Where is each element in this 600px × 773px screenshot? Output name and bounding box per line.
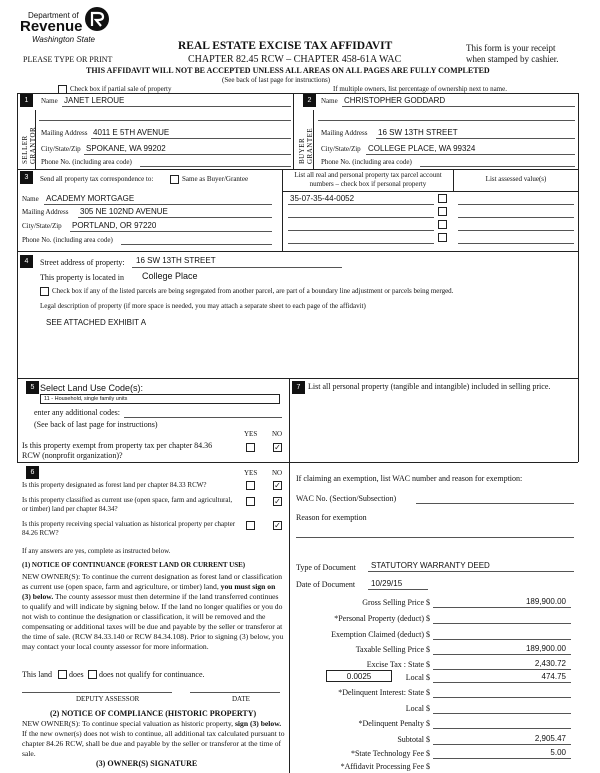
notice1-p1: NEW OWNER(S): To continue the current designation as forest land or classification as current use (open space, farm and agriculture, or timber) land, [22, 572, 283, 591]
buyer-mailing-value[interactable]: 16 SW 13TH STREET [378, 128, 458, 137]
delinquent-interest-label: *Delinquent Interest: State [338, 688, 424, 697]
excise-local-label: Local [405, 673, 424, 682]
section-6-badge: 6 [26, 466, 39, 479]
street-address-value[interactable]: 16 SW 13TH STREET [136, 256, 216, 265]
dollar-sign: $ [426, 749, 430, 758]
located-in-label: This property is located in [40, 273, 124, 282]
exempt-yes-checkbox[interactable] [246, 443, 255, 452]
buyer-city-label: City/State/Zip [321, 145, 361, 153]
assessed-header: List assessed value(s) [485, 175, 547, 183]
seller-city-label: City/State/Zip [41, 145, 81, 153]
corr-name-label: Name [22, 195, 39, 203]
buyer-name-value[interactable]: CHRISTOPHER GODDARD [344, 96, 446, 105]
forest-yes-checkbox[interactable] [246, 481, 255, 490]
does-not-label: does not qualify for continuance. [99, 670, 205, 679]
yes-header-5: YES [244, 430, 258, 438]
gross-price-value[interactable]: 189,900.00 [525, 597, 566, 606]
if-yes-instruction: If any answers are yes, complete as instructed below. [22, 547, 171, 555]
street-address-label: Street address of property: [40, 258, 125, 267]
notice1-title: (1) NOTICE OF CONTINUANCE (FOREST LAND OR CURRENT USE) [22, 561, 246, 569]
local-rate-box[interactable] [326, 670, 392, 682]
legal-description-label: Legal description of property (if more space is needed, you may attach a separate sheet to each page of the affidavit) [40, 302, 366, 310]
dollar-sign: $ [426, 645, 430, 654]
dor-logo-icon [84, 6, 110, 32]
land-use-code-value: 11 - Household, single family units [44, 396, 128, 402]
does-not-checkbox[interactable] [88, 670, 97, 679]
this-land-label: This land [22, 670, 52, 679]
dept-name-text: Revenue [20, 18, 83, 35]
buyer-name-label: Name [321, 97, 338, 105]
no-header-5: NO [272, 430, 283, 438]
owner-signature-title: (3) OWNER(S) SIGNATURE [96, 759, 198, 768]
notice2-p2: If the new owner(s) does not wish to continue, all additional tax calculated pursuant to chapter 84.26 RCW, shall be due and payable by the seller or transferor at the time of sale. [22, 729, 285, 758]
sec12-bottom-border [17, 169, 578, 170]
doc-date-label: Date of Document [296, 580, 356, 589]
notice1-p2: The county assessor must then determine if the land transferred continues to qualify and will indicate by signing below. If the land no longer qualifies or you do not wish to continue the designation or classification, it will be removed and the compensating or additional taxes will be due and payable by the seller or transferor at the time of sale. (RCW 84.33.140 or RCW 84.34.108). Prior to signing (3) below, you may contact your local county assessor for more information. [22, 592, 284, 651]
exempt-question: Is this property exempt from property tax per chapter 84.36 RCW (nonprofit organization)? [22, 441, 213, 460]
seller-mailing-value[interactable]: 4011 E 5TH AVENUE [93, 128, 170, 137]
current-use-question: Is this property classified as current use (open space, farm and agricultural, or timber) land per chapter 84.34? [22, 496, 233, 513]
dollar-sign: $ [426, 735, 430, 744]
no-header-6: NO [272, 469, 283, 477]
dept-state-text: Washington State [32, 35, 96, 44]
partial-sale-label: Check box if partial sale of property [70, 85, 172, 93]
forest-land-question: Is this property designated as forest land per chapter 84.33 RCW? [22, 481, 207, 489]
dept-top-text: Department of [28, 11, 79, 20]
notice1-bold: you must sign on (3) below. [22, 582, 276, 601]
deputy-assessor-label: DEPUTY ASSESSOR [76, 695, 140, 703]
sec12-left-border [17, 93, 18, 169]
excise-local-value[interactable]: 474.75 [541, 672, 566, 681]
dollar-sign: $ [426, 762, 430, 771]
send-correspondence-label: Send all property tax correspondence to: [40, 175, 154, 183]
excise-state-value[interactable]: 2,430.72 [534, 659, 566, 668]
date-label: DATE [232, 695, 250, 703]
current-use-no-checkbox[interactable]: ✓ [274, 497, 281, 506]
seller-side-label: SELLER GRANTOR [21, 126, 37, 164]
does-checkbox[interactable] [58, 670, 67, 679]
dollar-sign: $ [426, 614, 430, 623]
segregated-label: Check box if any of the listed parcels are being segregated from another parcel, are part of a boundary line adjustment or parcels being merged. [52, 287, 454, 295]
does-label: does [69, 670, 84, 679]
dollar-sign: $ [426, 688, 430, 697]
corr-city-value[interactable]: PORTLAND, OR 97220 [72, 221, 157, 230]
sec12-divider [293, 93, 294, 169]
section-2-badge: 2 [303, 94, 316, 107]
yes-header-6: YES [244, 469, 258, 477]
dollar-sign: $ [426, 704, 430, 713]
doc-type-value[interactable]: STATUTORY WARRANTY DEED [371, 561, 490, 570]
historical-question: Is this property receiving special valuation as historical property per chapter 84.26 RCW? [22, 520, 236, 537]
taxable-price-label: Taxable Selling Price [355, 645, 424, 654]
dollar-sign: $ [426, 673, 430, 682]
gross-price-label: Gross Selling Price [362, 598, 424, 607]
additional-codes-label: enter any additional codes: [34, 408, 120, 417]
delinquent-penalty-label: *Delinquent Penalty [358, 719, 424, 728]
notice2-body [22, 719, 286, 759]
historical-yes-checkbox[interactable] [246, 521, 255, 530]
buyer-side-label: BUYER GRANTEE [298, 127, 314, 164]
seller-name-label: Name [41, 97, 58, 105]
doc-type-label: Type of Document [296, 563, 356, 572]
section-4-badge: 4 [20, 255, 33, 268]
seller-mailing-label: Mailing Address [41, 129, 88, 137]
section-1-badge: 1 [20, 94, 33, 107]
wac-label: WAC No. (Section/Subsection) [296, 494, 397, 503]
form-see-back: (See back of last page for instructions) [222, 76, 331, 84]
affidavit-fee-label: *Affidavit Processing Fee [340, 762, 424, 771]
personal-property-label: List all personal property (tangible and intangible) included in selling price. [308, 382, 551, 391]
subtotal-label: Subtotal [397, 735, 424, 744]
dor-logo [20, 6, 120, 50]
personal-property-deduct-label: *Personal Property (deduct) [334, 614, 424, 623]
corr-mailing-value[interactable]: 305 NE 102ND AVENUE [80, 207, 168, 216]
multiple-owners-label: If multiple owners, list percentage of ownership next to name. [333, 85, 507, 93]
dollar-sign: $ [426, 630, 430, 639]
notice1-body [22, 572, 286, 652]
current-use-yes-checkbox[interactable] [246, 497, 255, 506]
tech-fee-value[interactable]: 5.00 [550, 748, 566, 757]
historical-no-checkbox[interactable]: ✓ [274, 521, 281, 530]
dollar-sign: $ [426, 660, 430, 669]
personal-property-checkbox-1[interactable] [438, 194, 447, 203]
land-use-code-select[interactable] [40, 394, 280, 404]
form-chapter: CHAPTER 82.45 RCW – CHAPTER 458-61A WAC [188, 54, 402, 65]
sec3-bottom-border [17, 251, 578, 252]
form-warning: THIS AFFIDAVIT WILL NOT BE ACCEPTED UNLESS ALL AREAS ON ALL PAGES ARE FULLY COMPLETED [86, 66, 490, 75]
corr-name-value[interactable]: ACADEMY MORTGAGE [46, 194, 135, 203]
sec4-bottom-border [17, 378, 578, 379]
seller-city-value[interactable]: SPOKANE, WA 99202 [86, 144, 166, 153]
corr-city-label: City/State/Zip [22, 222, 62, 230]
buyer-mailing-label: Mailing Address [321, 129, 368, 137]
parcel-number-1[interactable]: 35-07-35-44-0052 [290, 194, 355, 203]
notice2-p1: NEW OWNER(S): To continue special valuation as historic property, [22, 719, 234, 728]
tech-fee-label: *State Technology Fee [350, 749, 424, 758]
exemption-claimed-label: Exemption Claimed (deduct) [331, 630, 424, 639]
corr-phone-label: Phone No. (including area code) [22, 236, 113, 244]
personal-property-checkbox-2[interactable] [438, 207, 447, 216]
seller-phone-label: Phone No. (including area code) [41, 158, 132, 166]
forest-no-checkbox[interactable]: ✓ [274, 481, 281, 490]
buyer-phone-label: Phone No. (including area code) [321, 158, 412, 166]
corr-mailing-label: Mailing Address [22, 208, 69, 216]
reason-label: Reason for exemption [296, 513, 367, 522]
section-3-badge: 3 [20, 171, 33, 184]
dollar-sign: $ [426, 719, 430, 728]
same-as-buyer-checkbox[interactable] [170, 175, 179, 184]
excise-state-label: Excise Tax : State [366, 660, 424, 669]
section-7-badge: 7 [292, 381, 305, 394]
same-as-buyer-label: Same as Buyer/Grantee [182, 175, 249, 183]
form-title: REAL ESTATE EXCISE TAX AFFIDAVIT [178, 40, 393, 52]
exempt-no-checkbox[interactable]: ✓ [274, 443, 281, 452]
notice2-title: (2) NOTICE OF COMPLIANCE (HISTORIC PROPERTY) [50, 709, 257, 718]
segregated-checkbox[interactable] [40, 287, 49, 296]
located-in-value[interactable]: College Place [142, 271, 198, 281]
notice2-bold: sign (3) below. [234, 719, 282, 728]
parcel-header: List all real and personal property tax parcel account numbers – check box if personal property [294, 171, 442, 188]
please-type-text: PLEASE TYPE OR PRINT [23, 55, 113, 64]
sec12-right-border [578, 93, 579, 169]
seller-name-value[interactable]: JANET LEROUE [64, 96, 125, 105]
section-5-badge: 5 [26, 381, 39, 394]
local-rate-value: 0.0025 [346, 672, 372, 681]
sec12-top-border [17, 93, 578, 94]
taxable-price-value[interactable]: 189,900.00 [525, 644, 566, 653]
land-use-label: Select Land Use Code(s): [40, 383, 144, 393]
receipt-line1: This form is your receipt [466, 43, 556, 53]
legal-description-value[interactable]: SEE ATTACHED EXHIBIT A [46, 318, 147, 327]
buyer-city-value[interactable]: COLLEGE PLACE, WA 99324 [368, 144, 476, 153]
personal-property-checkbox-3[interactable] [438, 220, 447, 229]
receipt-line2: when stamped by cashier. [466, 54, 559, 64]
personal-property-checkbox-4[interactable] [438, 233, 447, 242]
doc-date-value[interactable]: 10/29/15 [371, 579, 403, 588]
delinquent-local-label: Local [405, 704, 424, 713]
land-use-see-back: (See back of last page for instructions) [34, 420, 158, 429]
exemption-claim-label: If claiming an exemption, list WAC number and reason for exemption: [296, 474, 523, 483]
subtotal-value[interactable]: 2,905.47 [534, 734, 566, 743]
dollar-sign: $ [426, 598, 430, 607]
